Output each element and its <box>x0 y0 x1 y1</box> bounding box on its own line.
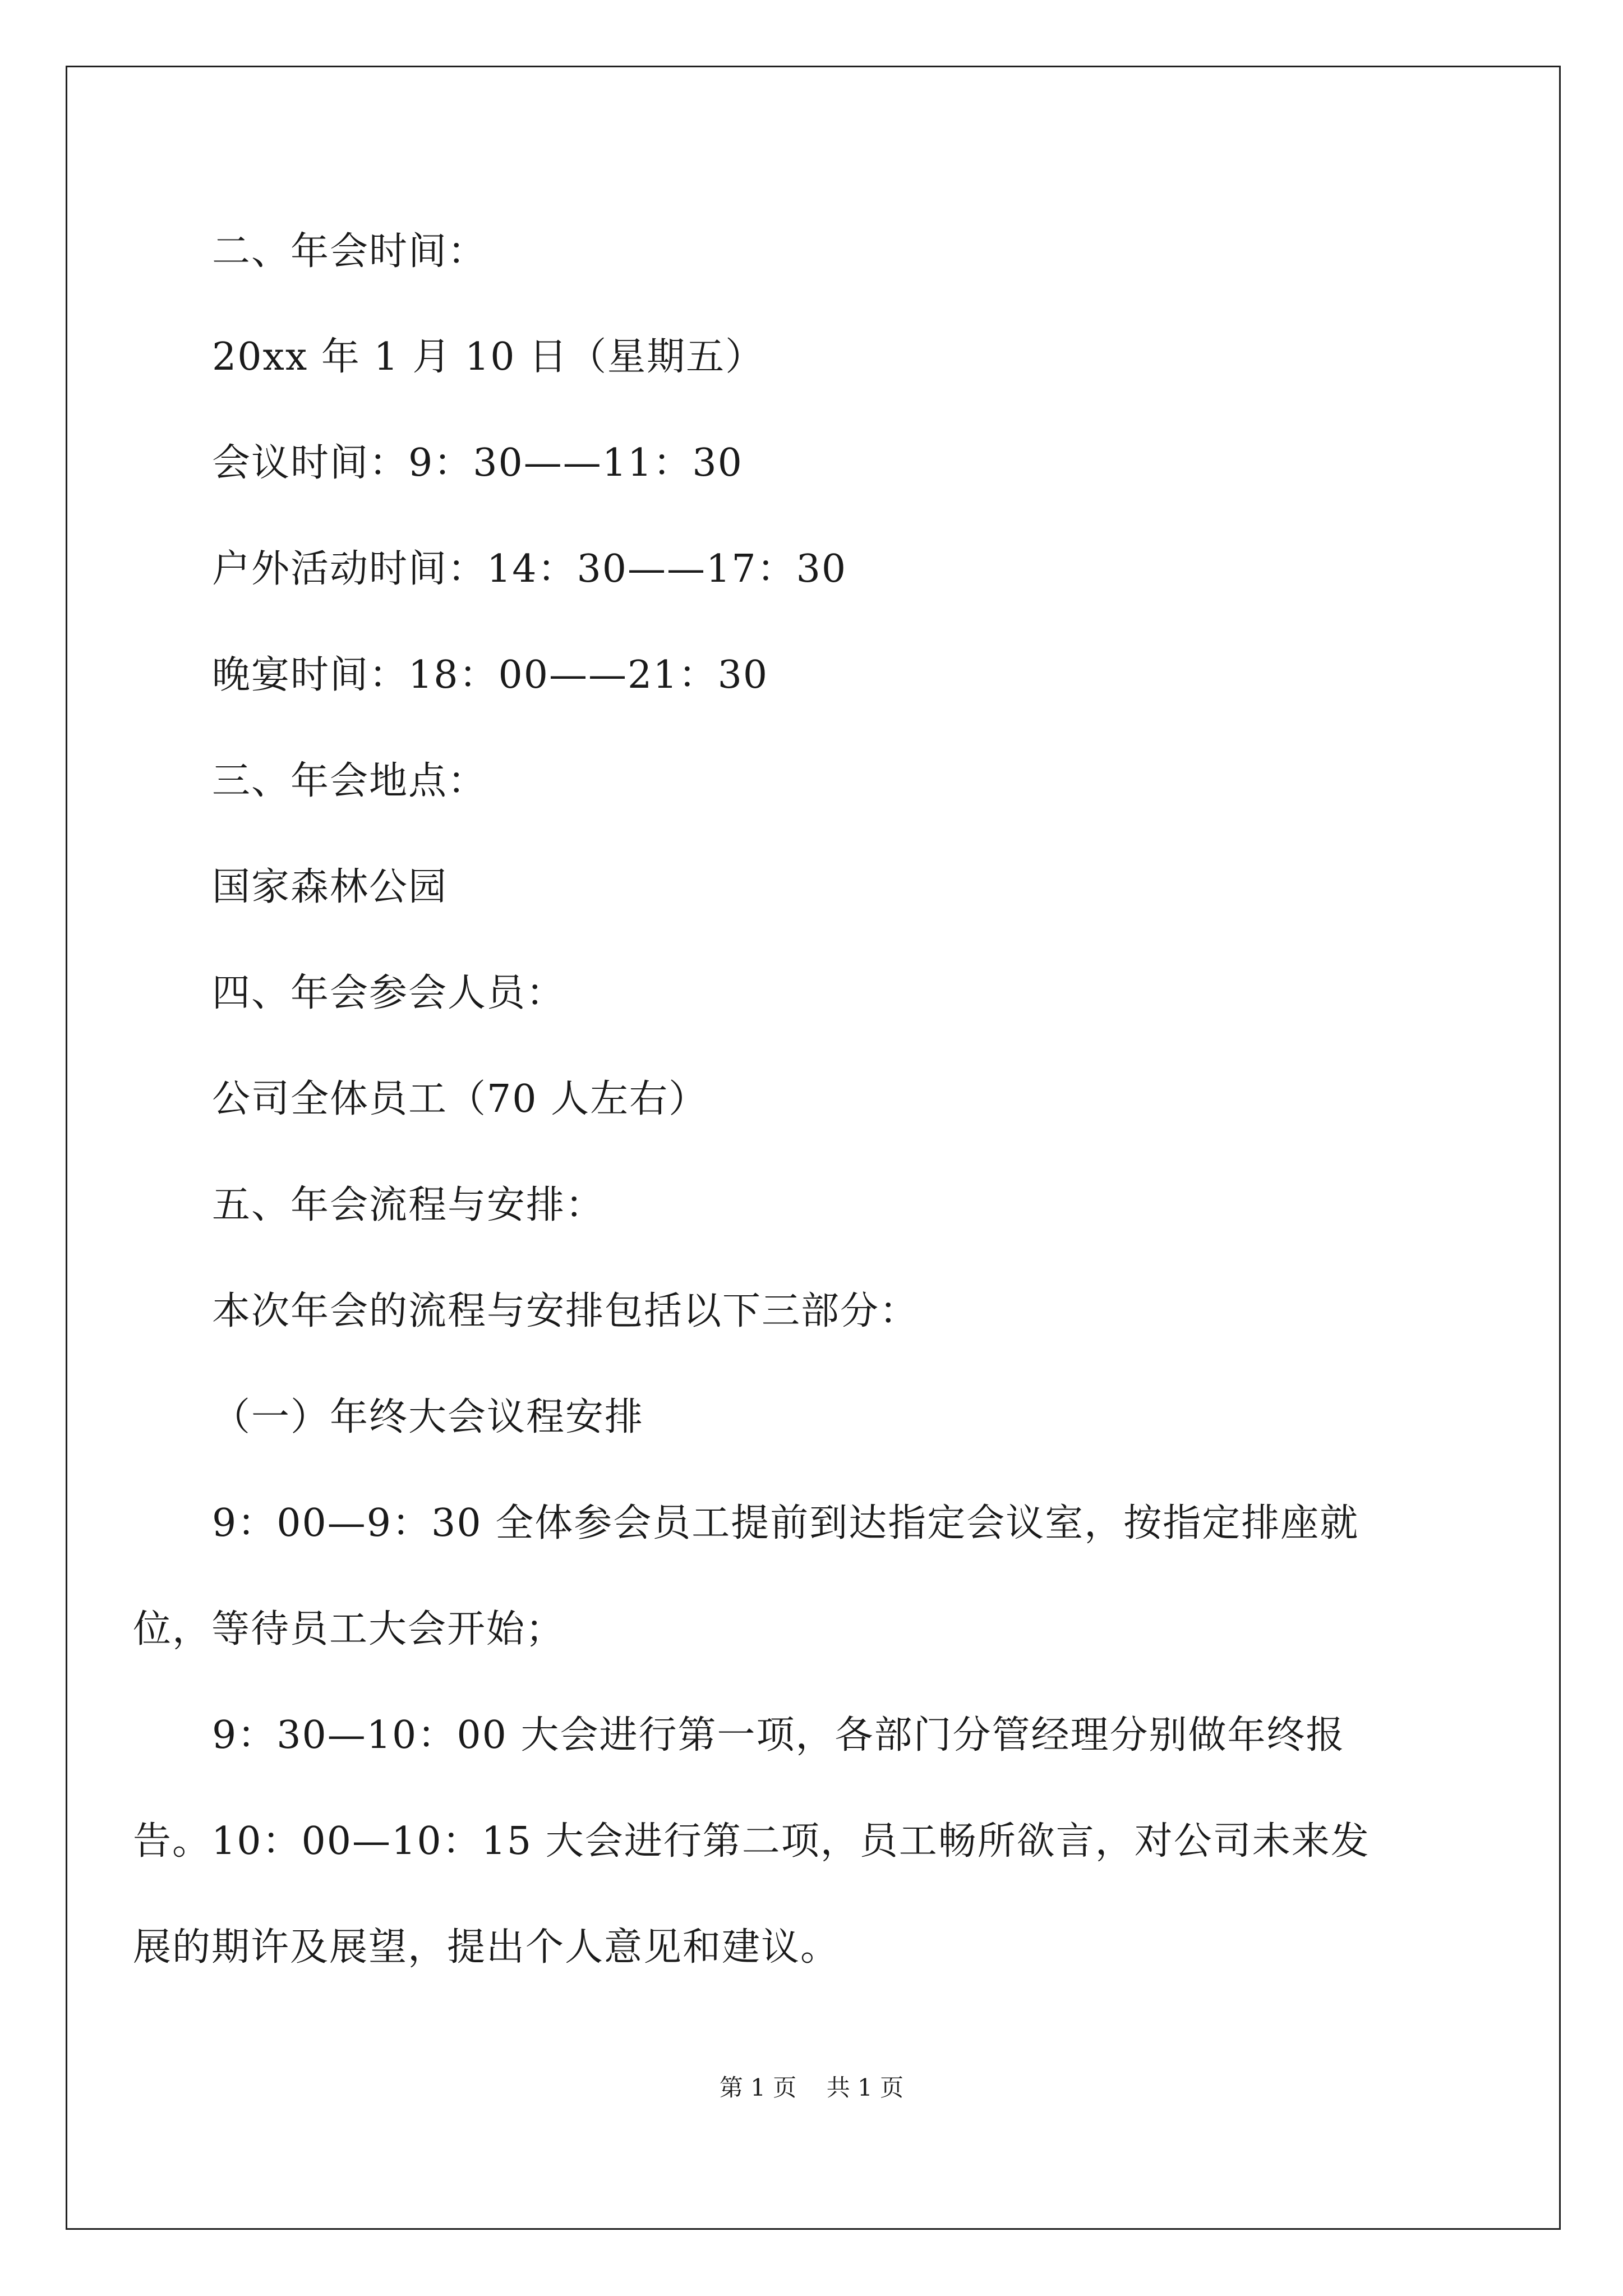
section-heading-agenda: 五、年会流程与安排： <box>212 1183 605 1227</box>
banquet-time: 晚宴时间：18：00——21：30 <box>212 653 769 697</box>
agenda-item-2-line-1: 9：30—10：00 大会进行第一项，各部门分管经理分别做年终报 <box>212 1713 1345 1757</box>
event-date: 20xx 年 1 月 10 日（星期五） <box>212 335 765 379</box>
subsection-heading-meeting: （一）年终大会议程安排 <box>212 1395 644 1439</box>
outdoor-activity-time: 户外活动时间：14：30——17：30 <box>212 547 847 591</box>
location-text: 国家森林公园 <box>212 865 448 909</box>
section-heading-attendees: 四、年会参会人员： <box>212 971 566 1015</box>
agenda-item-2-line-3: 展的期许及展望，提出个人意见和建议。 <box>133 1925 840 1970</box>
section-heading-time: 二、年会时间： <box>212 229 487 274</box>
attendees-text: 公司全体员工（70 人左右） <box>212 1077 708 1121</box>
section-heading-location: 三、年会地点： <box>212 759 487 803</box>
meeting-time: 会议时间：9：30——11：30 <box>212 441 743 485</box>
agenda-item-1-line-1: 9：00—9：30 全体参会员工提前到达指定会议室，按指定排座就 <box>212 1501 1359 1545</box>
agenda-item-1-line-2: 位，等待员工大会开始； <box>133 1607 565 1651</box>
page-number-footer: 第 1 页 共 1 页 <box>719 2074 904 2101</box>
agenda-intro: 本次年会的流程与安排包括以下三部分： <box>212 1289 919 1333</box>
agenda-item-2-line-2: 告。10：00—10：15 大会进行第二项，员工畅所欲言，对公司未来发 <box>133 1819 1370 1864</box>
